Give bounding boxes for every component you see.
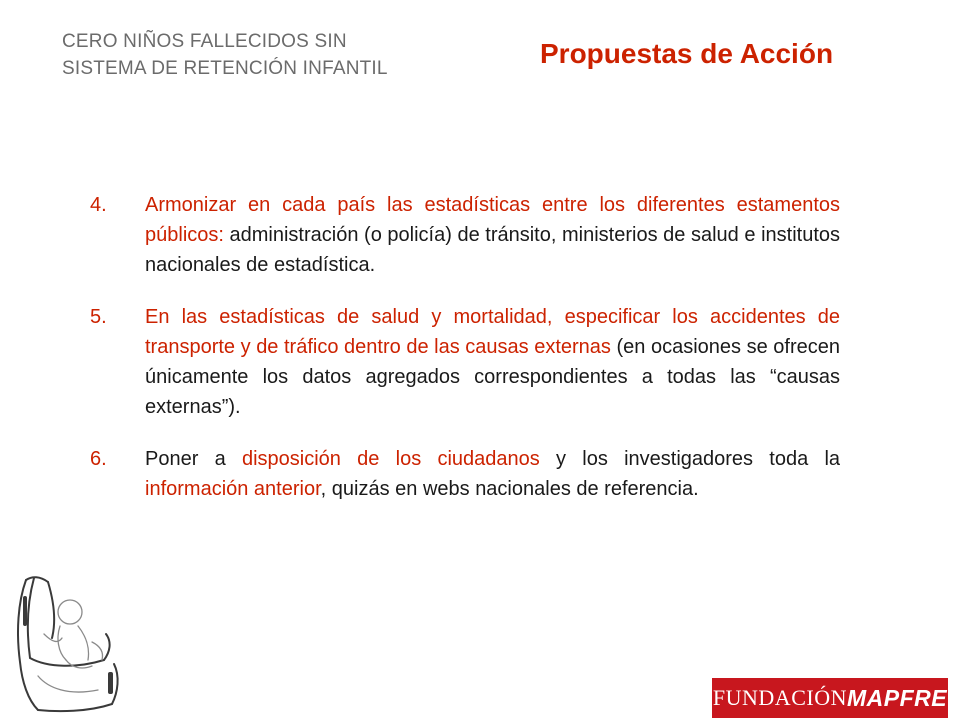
item-number: 4. — [90, 194, 107, 216]
item-text-plain: y los investigadores toda la — [539, 448, 841, 470]
page-title: Propuestas de Acción — [540, 38, 834, 69]
list-item — [90, 302, 840, 422]
item-text-highlight: información anterior — [145, 478, 321, 500]
list-item — [90, 190, 840, 280]
item-text-plain: administración (o policía) de tránsito, ministerios de salud e institutos nacionales de estadística. — [145, 224, 840, 276]
list-item — [90, 444, 840, 504]
item-text-highlight: disposición de los ciudadanos — [241, 448, 540, 470]
item-text-highlight: Armonizar en cada país las estadísticas entre los diferentes estamentos públicos: — [145, 194, 840, 246]
item-text — [145, 444, 840, 504]
logo-text-fundacion: FUNDACIÓN — [712, 685, 847, 710]
item-text — [145, 302, 840, 422]
item-text-plain: , quizás en webs nacionales de referencia. — [320, 478, 699, 500]
fundacion-mapfre-logo — [712, 678, 948, 718]
item-number: 5. — [90, 306, 107, 328]
action-proposals-list — [90, 190, 840, 526]
item-text — [145, 190, 840, 280]
header-subtitle — [62, 28, 388, 82]
item-text-highlight: En las estadísticas de salud y mortalidad, especificar los accidentes de transporte y de tráfico dentro de las causas externas — [145, 306, 840, 358]
logo-text-mapfre: MAPFRE — [846, 684, 948, 711]
child-car-seat-illustration — [8, 572, 128, 714]
item-text-plain: Poner a — [145, 448, 242, 470]
item-text-plain: (en ocasiones se ofrecen únicamente los datos agregados correspondientes a todas las “causas externas”). — [145, 336, 840, 418]
header-subtitle-line1: CERO NIÑOS FALLECIDOS SIN — [62, 31, 347, 52]
item-number: 6. — [90, 448, 107, 470]
header-subtitle-line2: SISTEMA DE RETENCIÓN INFANTIL — [62, 58, 388, 79]
